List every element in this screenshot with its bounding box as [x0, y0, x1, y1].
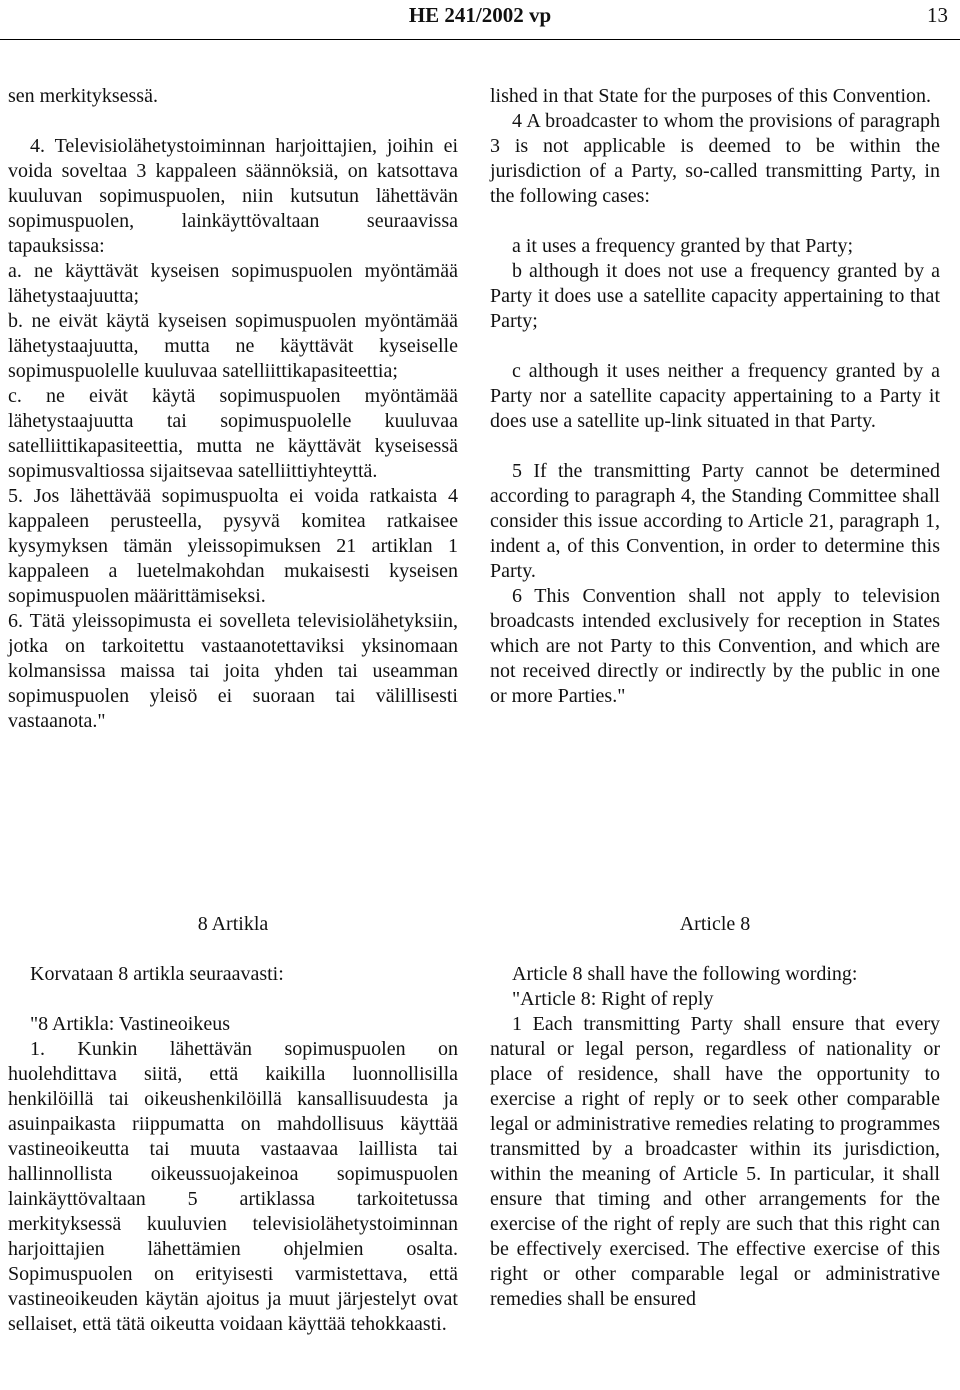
continued-text: lished in that State for the purposes of this Convention.	[490, 85, 932, 107]
article-paragraph-1-fi: 1. Kunkin lähettävän sopimuspuolen on huolehdittava siitä, että kaikilla luonnollisilla henkilöillä tai oikeushenkilöillä kansallisuudesta ja asuinpaikasta riippumatta on mahdollisuus käyttää vastineoikeutta tai muuta vastaavaa laillista tai hallinnollista oikeussuojakeinoa sopimuspuolen lainkäyttövaltaan 5 artiklassa tarkoitetussa merkityksessä kuuluvien televisiolähetystoiminnan harjoittajien lähettämien ohjelmien osalta. Sopimuspuolen on erityisesti varmistettava, että vastineoikeuden käytän ajoitus ja muut järjestelyt ovat sellaiset, että tätä oikeutta voidaan käyttää tehokkaasti.	[8, 1038, 458, 1335]
paragraph-5-fi: 5. Jos lähettävää sopimuspuolta ei voida ratkaista 4 kappaleen perusteella, pysyvä komitea ratkaisee kysymyksen tämän yleissopimuksen 21 artiklan 1 kappaleen a luetelmakohdan mukaisesti kyseisen sopimuspuolen määrittämiseksi.	[8, 485, 458, 607]
header-rule	[0, 39, 960, 40]
paragraph-4-en: 4 A broadcaster to whom the provisions of paragraph 3 is not applicable is deemed to be within the jurisdiction of a Party, so-called transmitting Party, in the following cases:	[490, 110, 940, 207]
continued-text: sen merkityksessä.	[8, 85, 158, 107]
paragraph-6-en: 6 This Convention shall not apply to television broadcasts intended exclusively for reception in States which are not Party to this Convention, and which are not received directly or indirectly by the public in one or more Parties."	[490, 585, 940, 707]
article-title-en: "Article 8: Right of reply	[512, 988, 714, 1010]
page-number: 13	[927, 3, 948, 27]
english-column-top	[490, 84, 940, 709]
article-paragraph-1-en: 1 Each transmitting Party shall ensure that every natural or legal person, regardless of nationality or place of residence, shall have the opportunity to exercise a right of reply or to seek other comparable legal or administrative remedies relating to programmes transmitted by a broadcaster within its jurisdiction, within the meaning of Article 5. In particular, it shall ensure that timing and other arrangements for the exercise of the right of reply are such that this right can be effectively exercised. The effective exercise of this right or other comparable legal or administrative remedies shall be ensured	[490, 1013, 940, 1310]
item-b-fi: b. ne eivät käytä kyseisen sopimuspuolen myöntämää lähetystaajuutta, mutta ne käyttävät kyseiselle sopimuspuolelle kuuluvaa satelliittikapasiteettia;	[8, 310, 458, 382]
paragraph-4-fi: 4. Televisiolähetystoiminnan harjoittajien, joihin ei voida soveltaa 3 kappaleen säännöksiä, on katsottava kuuluvan sopimuspuolen, niin kutsutun lähettävän sopimuspuolen, lainkäyttövaltaan seuraavissa tapauksissa:	[8, 135, 458, 257]
article-heading-en: Article 8	[679, 913, 751, 935]
article-heading-fi: 8 Artikla	[197, 913, 269, 935]
amendment-intro-en: Article 8 shall have the following wording:	[512, 963, 858, 985]
item-a-en: a it uses a frequency granted by that Party;	[512, 235, 853, 257]
item-c-fi: c. ne eivät käytä sopimuspuolen myöntämää lähetystaajuutta tai sopimuspuolelle kuuluvaa satelliittikapasiteettia, mutta ne käyttävät kyseisessä sopimusvaltiossa sijaitsevaa satelliittiyhteyttä.	[8, 385, 458, 482]
amendment-intro-fi: Korvataan 8 artikla seuraavasti:	[30, 963, 284, 985]
item-c-en: c although it uses neither a frequency granted by a Party nor a satellite capacity appertaining to a Party it does use a satellite up-link situated in that Party.	[490, 360, 940, 432]
item-b-en: b although it does not use a frequency granted by a Party it does use a satellite capacity appertaining to that Party;	[490, 260, 940, 332]
english-column-bottom	[490, 912, 940, 1312]
item-a-fi: a. ne käyttävät kyseisen sopimuspuolen myöntämää lähetystaajuutta;	[8, 260, 458, 307]
paragraph-5-en: 5 If the transmitting Party cannot be determined according to paragraph 4, the Standing Committee shall consider this issue according to Article 21, paragraph 1, indent a, of this Convention, in order to determine this Party.	[490, 460, 940, 582]
article-title-fi: "8 Artikla: Vastineoikeus	[30, 1013, 230, 1035]
finnish-column-bottom	[8, 912, 458, 1337]
paragraph-6-fi: 6. Tätä yleissopimusta ei sovelleta televisiolähetyksiin, jotka on tarkoitettu vastaanotettaviksi yksinomaan kolmansissa maissa tai joita yhden tai useamman sopimuspuolen yleisö ei suoraan tai välillisesti vastaanota."	[8, 610, 458, 732]
document-id: HE 241/2002 vp	[408, 3, 552, 27]
finnish-column-top	[8, 84, 458, 734]
